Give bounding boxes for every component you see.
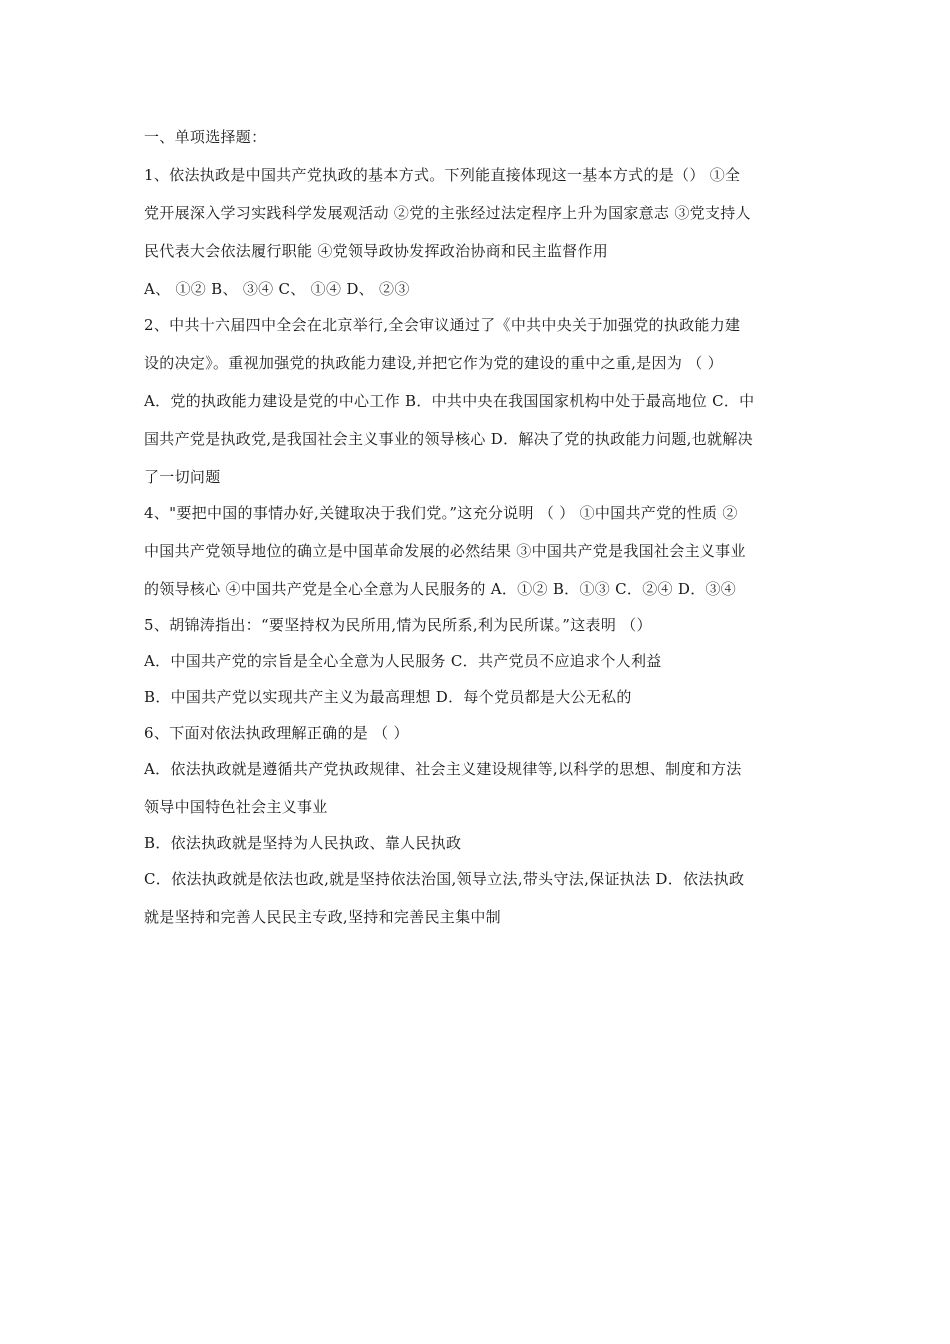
q1-line-2: 党开展深入学习实践科学发展观活动 ②党的主张经过法定程序上升为国家意志 ③党支持人 [144,204,751,222]
q6-option-a-line-1: A．依法执政就是遵循共产党执政规律、社会主义建设规律等,以科学的思想、制度和方法 [144,760,742,778]
q4-line-3: 的领导核心 ④中国共产党是全心全意为人民服务的 A．①② B．①③ C．②④ D．③④ [144,580,737,598]
question-list [144,124,812,942]
q6-option-c-d-line-1: C．依法执政就是依法也政,就是坚持依法治国,领导立法,带头守法,保证执法 D．依法执政 [144,870,745,888]
q2-line-1: 2、中共十六届四中全会在北京举行,全会审议通过了《中共中央关于加强党的执政能力建 [144,316,741,334]
q5-options-line-1: A．中国共产党的宗旨是全心全意为人民服务 C．共产党员不应追求个人利益 [144,652,662,670]
q2-options-line-1: A．党的执政能力建设是党的中心工作 B．中共中央在我国国家机构中处于最高地位 C．中 [144,392,755,410]
q6-option-b: B．依法执政就是坚持为人民执政、靠人民执政 [144,834,462,852]
q2-options-line-3: 了一切问题 [144,468,221,486]
q6-option-a-line-2: 领导中国特色社会主义事业 [144,798,328,816]
q4-line-2: 中国共产党领导地位的确立是中国革命发展的必然结果 ③中国共产党是我国社会主义事业 [144,542,746,560]
q1-line-1: 1、依法执政是中国共产党执政的基本方式。下列能直接体现这一基本方式的是（） ①全 [144,166,741,184]
q4-line-1: 4、"要把中国的事情办好,关键取决于我们党。”这充分说明 （ ） ①中国共产党的性质 ② [144,504,738,522]
q6-line-1: 6、下面对依法执政理解正确的是 （ ） [144,724,409,742]
q1-line-3: 民代表大会依法履行职能 ④党领导政协发挥政治协商和民主监督作用 [144,242,609,260]
q2-line-2: 设的决定》。重视加强党的执政能力建设,并把它作为党的建设的重中之重,是因为 （ ） [144,354,723,372]
q1-options: A、 ①② B、 ③④ C、 ①④ D、 ②③ [144,280,410,298]
q6-option-d-line-2: 就是坚持和完善人民民主专政,坚持和完善民主集中制 [144,908,501,926]
q2-options-line-2: 国共产党是执政党,是我国社会主义事业的领导核心 D．解决了党的执政能力问题,也就解决 [144,430,753,448]
q5-options-line-2: B．中国共产党以实现共产主义为最高理想 D．每个党员都是大公无私的 [144,688,632,706]
q5-line-1: 5、胡锦涛指出：“要坚持权为民所用,情为民所系,利为民所谋。”这表明 （） [144,616,652,634]
section-heading: 一、单项选择题： [144,128,267,146]
